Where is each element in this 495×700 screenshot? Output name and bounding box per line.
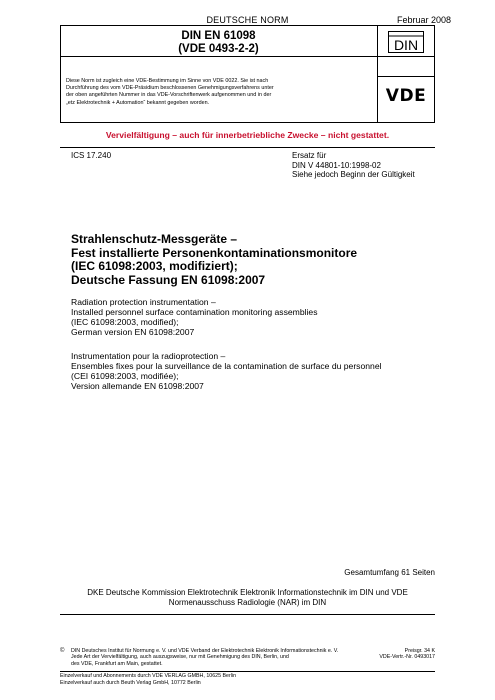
title-german-line: Strahlenschutz-Messgeräte –: [71, 232, 238, 246]
title-german: [71, 233, 431, 287]
title-box-divider: [60, 56, 435, 57]
title-german-line: Fest installierte Personenkontaminationsmonitore: [71, 245, 358, 260]
ics-code: ICS 17.240: [71, 151, 112, 160]
title-german-line: Deutsche Fassung EN 61098:2007: [71, 272, 266, 287]
title-english-line: Installed personnel surface contamination monitoring assemblies: [71, 307, 318, 317]
title-english-line: (IEC 61098:2003, modified);: [71, 317, 179, 327]
copyright-symbol: ©: [60, 648, 65, 654]
title-english-line: German version EN 61098:2007: [71, 327, 195, 337]
title-french-line: Version allemande EN 61098:2007: [71, 381, 204, 391]
price-info: [379, 648, 435, 661]
sales-line: Einzelverkauf und Abonnements durch VDE VERLAG GMBH, 10625 Berlin: [60, 673, 237, 679]
title-french-line: Instrumentation pour la radioprotection –: [71, 351, 226, 361]
norm-type-label: DEUTSCHE NORM: [206, 15, 289, 25]
replacement-line: DIN V 44801-10:1998-02: [292, 160, 381, 170]
din-logo: [388, 31, 424, 53]
vde-notice-line: „etz Elektrotechnik + Automation“ bekannt gegeben worden.: [66, 99, 210, 106]
footer-rule-top: [60, 614, 435, 615]
document-number-din: DIN EN 61098: [181, 30, 256, 42]
title-french: [71, 351, 431, 391]
logo-column-divider: [377, 26, 378, 123]
dke-line: Normenausschuss Radiologie (NAR) im DIN: [168, 598, 327, 607]
vde-logo: VDE: [385, 86, 427, 106]
vde-notice: [66, 78, 372, 107]
title-french-line: Ensembles fixes pour la surveillance de la contamination de surface du personnel: [71, 361, 382, 371]
vde-notice-line: Diese Norm ist zugleich eine VDE-Bestimmung im Sinne von VDE 0022. Sie ist nach: [66, 78, 269, 84]
dke-line: DKE Deutsche Kommission Elektrotechnik Elektronik Informationstechnik im DIN und VDE: [87, 588, 408, 597]
din-logo-text: DIN: [393, 37, 419, 53]
title-french-line: (CEI 61098:2003, modifiée);: [71, 371, 179, 381]
vde-order-number: VDE-Vertr.-Nr. 0493017: [379, 654, 435, 661]
vde-notice-line: Durchführung des vom VDE-Präsidium beschlossenen Genehmigungsverfahrens unter: [66, 85, 274, 92]
logo-divider: [377, 76, 435, 77]
title-english-line: Radiation protection instrumentation –: [71, 297, 216, 307]
section-rule: [60, 147, 435, 148]
replacement-line: Ersatz für: [292, 151, 327, 160]
sales-line: Einzelverkauf auch durch Beuth Verlag GmbH, 10772 Berlin: [60, 679, 201, 686]
vde-notice-line: der oben angeführten Nummer in das VDE-Vorschriftenwerk aufgenommen und in der: [66, 92, 272, 99]
copyright-notice: [71, 648, 371, 667]
sales-info: [60, 673, 236, 686]
dke-committee: [60, 588, 435, 608]
copyright-line: DIN Deutsches Institut für Normung e. V. und VDE Verband der Elektrotechnik Elektronik Informationstechnik e. V.: [71, 648, 339, 654]
copyright-line: Jede Art der Vervielfältigung, auch auszugsweise, nur mit Genehmigung des DIN, Berlin, und: [71, 654, 289, 661]
document-number-vde: (VDE 0493-2-2): [178, 43, 259, 55]
title-german-line: (IEC 61098:2003, modifiziert);: [71, 259, 238, 273]
price-group: Preisgr. 34 K: [404, 648, 435, 654]
publication-date: Februar 2008: [396, 15, 451, 25]
reproduction-notice: Vervielfältigung – auch für innerbetriebliche Zwecke – nicht gestattet.: [105, 130, 390, 140]
total-pages: Gesamtumfang 61 Seiten: [344, 568, 435, 577]
title-english: [71, 297, 431, 337]
replacement-info: [292, 151, 415, 180]
copyright-line: des VDE, Frankfurt am Main, gestattet.: [71, 660, 163, 667]
replacement-line: Siehe jedoch Beginn der Gültigkeit: [292, 170, 415, 180]
document-number: [60, 30, 377, 56]
footer-rule-bottom: [60, 671, 435, 672]
